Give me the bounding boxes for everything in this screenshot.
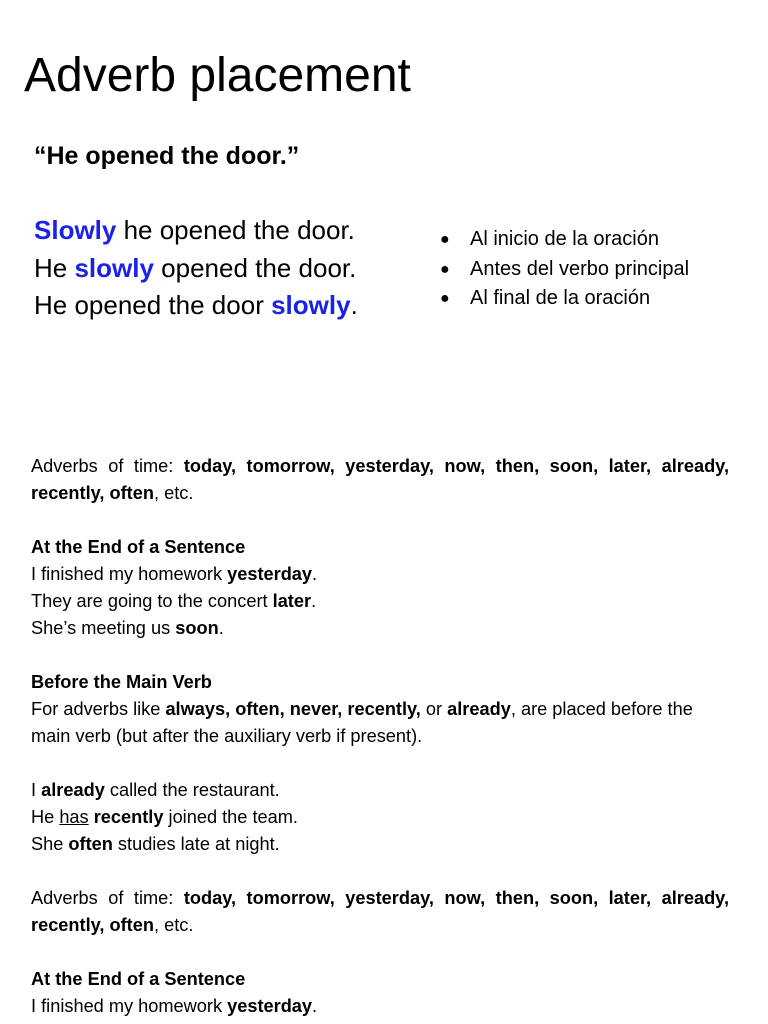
bullet-text: Antes del verbo principal <box>470 257 690 280</box>
bullet-text: Al inicio de la oración <box>470 228 659 250</box>
adverb: yesterday <box>227 996 313 1016</box>
time-adverbs-paragraph <box>31 453 729 507</box>
sentence-text: I finished my homework <box>31 564 228 584</box>
page-title: Adverb placement <box>24 49 411 102</box>
example-sentence <box>31 588 729 615</box>
position-bullet-list <box>440 225 689 314</box>
sentence-text: called the restaurant. <box>104 780 280 800</box>
sentence-text: I <box>31 780 42 800</box>
heading-text: At the End of a Sentence <box>31 969 246 989</box>
adverb: later <box>272 591 312 611</box>
paragraph-text: or <box>420 699 448 719</box>
paragraph-text: , etc. <box>153 483 194 503</box>
auxiliary-verb: has <box>59 807 89 827</box>
rule-paragraph <box>31 696 729 750</box>
sentence-text: . <box>312 564 318 584</box>
adverb-list: today, tomorrow, yesterday, now, then, soon, later, already, recently, often <box>31 456 729 503</box>
example-sentence <box>31 615 729 642</box>
adverb-list: today, tomorrow, yesterday, now, then, soon, later, already, recently, often <box>31 888 729 935</box>
heading-text: At the End of a Sentence <box>31 537 246 557</box>
example-sentence <box>31 831 729 858</box>
bullet-item <box>440 284 689 314</box>
sentence-text: . <box>218 618 224 638</box>
adverb-position-examples <box>34 212 358 325</box>
example-text: opened the door. <box>153 252 357 283</box>
adverb: soon <box>175 618 219 638</box>
example-line-start <box>34 212 358 250</box>
sentence-text: . <box>311 591 317 611</box>
bullet-icon: ● <box>440 290 450 307</box>
adverb: already <box>447 699 511 719</box>
bullet-text: Al final de la oración <box>470 287 651 309</box>
adverb: often <box>68 834 113 854</box>
adverb-list: always, often, never, recently, <box>165 699 421 719</box>
sentence-text: She <box>31 834 69 854</box>
heading-text: Before the Main Verb <box>31 672 212 692</box>
sentence-text: He <box>31 807 60 827</box>
sentence-text: They are going to the concert <box>31 591 273 611</box>
paragraph-text: Adverbs of time: <box>31 888 184 908</box>
adverb: already <box>41 780 105 800</box>
highlighted-adverb: slowly <box>74 252 154 283</box>
example-sentence <box>31 804 729 831</box>
bullet-item <box>440 255 689 285</box>
time-adverbs-paragraph <box>31 885 729 939</box>
example-line-middle <box>34 250 358 288</box>
highlighted-adverb: slowly <box>271 290 351 320</box>
paragraph-text: , etc. <box>153 915 194 935</box>
sentence-text: studies late at night. <box>112 834 280 854</box>
sentence-text: She’s meeting us <box>31 618 176 638</box>
example-text: . <box>350 290 358 320</box>
example-line-end <box>34 287 358 325</box>
example-quote: “He opened the door.” <box>34 142 300 170</box>
section-heading <box>31 534 729 561</box>
example-text: he opened the door. <box>116 215 355 245</box>
paragraph-text: Adverbs of time: <box>31 456 184 476</box>
section-heading <box>31 966 729 993</box>
bullet-icon: ● <box>440 231 450 248</box>
sentence-text: . <box>312 996 318 1016</box>
example-sentence <box>31 993 729 1020</box>
paragraph-text: , are placed before the main verb (but after the auxiliary verb if present). <box>31 699 693 746</box>
adverb: recently <box>93 807 164 827</box>
sentence-text: I finished my homework <box>31 996 228 1016</box>
example-sentence <box>31 777 729 804</box>
paragraph-text: For adverbs like <box>31 699 166 719</box>
example-text: He opened the door <box>34 290 272 320</box>
explanation-body <box>31 453 729 1020</box>
example-text: He <box>34 252 75 283</box>
bullet-icon: ● <box>440 260 450 278</box>
sentence-text: joined the team. <box>163 807 298 827</box>
adverb: yesterday <box>227 564 313 584</box>
example-sentence <box>31 561 729 588</box>
section-heading <box>31 669 729 696</box>
bullet-item <box>440 225 689 255</box>
highlighted-adverb: Slowly <box>34 215 117 245</box>
